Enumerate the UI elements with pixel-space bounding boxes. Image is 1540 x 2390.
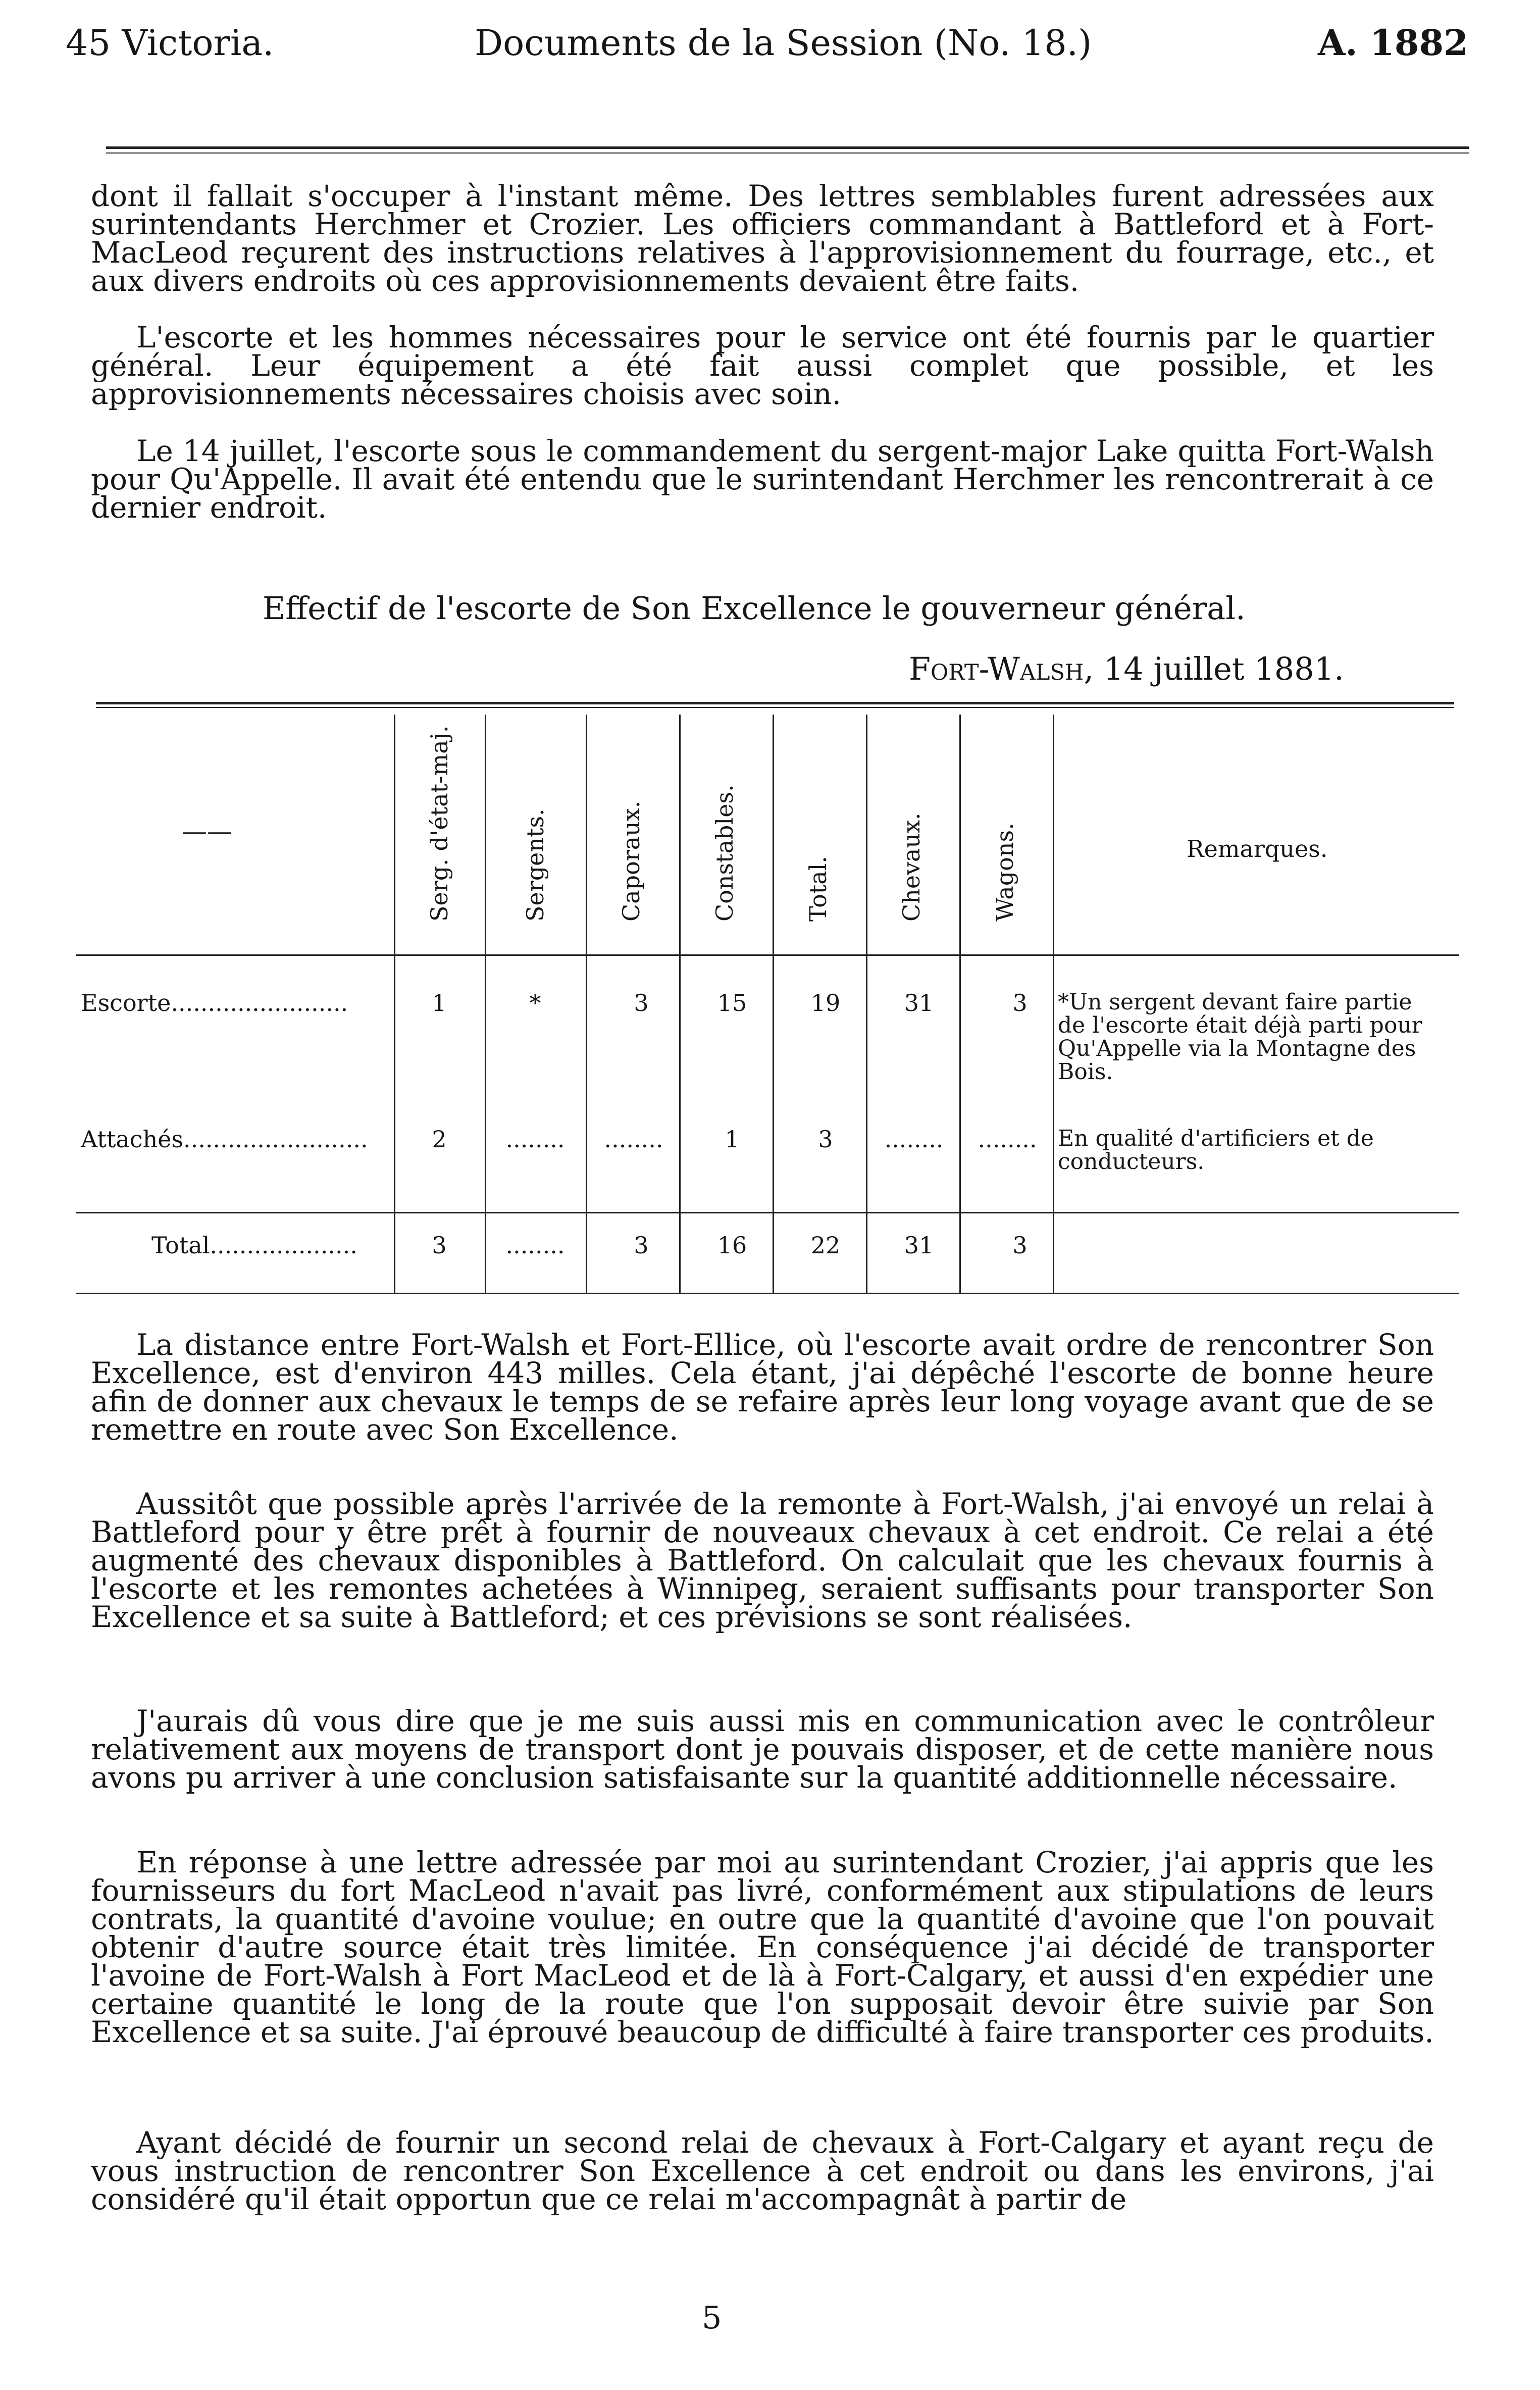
table-cell: ........ xyxy=(505,1126,565,1153)
paragraph-1: dont il fallait s'occuper à l'instant même. Des lettres semblables furent adressées aux surintendants Herchmer et Crozier. Les officiers commandant à Battleford et à Fort-MacLeod reçurent des instructions relatives à l'approvisionnement du fourrage, etc., et aux divers endroits où ces approvisionnements devaient être faits. xyxy=(91,179,1434,298)
table-bottom-rule xyxy=(76,1293,1459,1294)
column-header-chevaux xyxy=(891,735,932,947)
table-cell: 3 xyxy=(1012,989,1028,1016)
table-first-header: —— xyxy=(182,817,232,846)
table-cell: 31 xyxy=(904,1232,934,1259)
table-cell: 3 xyxy=(1012,1232,1028,1259)
paragraph-2: L'escorte et les hommes nécessaires pour le service ont été fournis par le quartier général. Leur équipement a été fait aussi complet que possible, et les approvisionnements nécessaires choisis avec soin. xyxy=(91,320,1434,411)
table-cell: 1 xyxy=(432,989,447,1016)
header-year: A. 1882 xyxy=(1318,22,1468,64)
table-caption: Effectif de l'escorte de Son Excellence le gouverneur général. xyxy=(263,590,1246,627)
table-cell: ........ xyxy=(505,1232,565,1259)
column-header-total xyxy=(798,735,838,947)
column-header-label: Serg. d'état-maj. xyxy=(426,725,453,922)
table-cell: 19 xyxy=(810,989,841,1016)
column-header-remarques: Remarques. xyxy=(1187,835,1328,862)
paragraph-8: Ayant décidé de fournir un second relai de chevaux à Fort-Calgary et ayant reçu de vous instruction de rencontrer Son Excellence à cet endroit ou dans les environs, j'ai considéré qu'il était opportun que ce relai m'accompagnât à partir de xyxy=(91,2125,1434,2216)
column-header-serg-etat-major xyxy=(419,725,459,947)
column-header-label: Sergents. xyxy=(522,808,549,922)
table-date: , 14 juillet 1881. xyxy=(1084,650,1344,687)
paragraph-4: La distance entre Fort-Walsh et Fort-Ellice, où l'escorte avait ordre de rencontrer Son Excellence, est d'environ 443 milles. Cela étant, j'ai dépêché l'escorte de bonne heure afin de donner aux chevaux le temps de se refaire après leur long voyage avant que de se remettre en route avec Son Excellence. xyxy=(91,1328,1434,1447)
table-top-rule xyxy=(96,702,1454,704)
table-top-rule-thin xyxy=(96,707,1454,708)
table-cell: 16 xyxy=(717,1232,747,1259)
column-header-constables xyxy=(704,735,745,947)
column-rule xyxy=(773,715,774,1293)
table-total-rule xyxy=(76,1212,1459,1213)
table-cell: 31 xyxy=(904,989,934,1016)
column-header-sergents xyxy=(515,735,555,947)
table-header-rule xyxy=(76,954,1459,956)
table-place-date xyxy=(909,651,1344,687)
row-label-escorte: Escorte........................ xyxy=(81,989,348,1016)
column-rule xyxy=(1053,715,1054,1293)
column-rule xyxy=(485,715,486,1293)
column-header-label: Chevaux. xyxy=(898,812,925,922)
column-header-wagons xyxy=(985,735,1025,947)
table-cell: ........ xyxy=(884,1126,944,1153)
table-cell: 2 xyxy=(432,1126,447,1153)
table-cell: 15 xyxy=(717,989,747,1016)
column-header-label: Constables. xyxy=(711,784,738,922)
table-cell: ........ xyxy=(978,1126,1037,1153)
table-cell: 3 xyxy=(432,1232,447,1259)
column-rule xyxy=(586,715,587,1293)
paragraph-5: Aussitôt que possible après l'arrivée de la remonte à Fort-Walsh, j'ai envoyé un relai à Battleford pour y être prêt à fournir de nouveaux chevaux à cet endroit. Ce relai a été augmenté des chevaux disponibles à Battleford. On calculait que les chevaux fournis à l'escorte et les remontes achetées à Winnipeg, seraient suffisants pour transporter Son Excellence et sa suite à Battleford; et ces prévisions se sont réalisées. xyxy=(91,1487,1434,1634)
paragraph-7: En réponse à une lettre adressée par moi au surintendant Crozier, j'ai appris que les fournisseurs du fort MacLeod n'avait pas livré, conformément aux stipulations de leurs contrats, la quantité d'avoine voulue; en outre que la quantité d'avoine que l'on pouvait obtenir d'autre source était très limitée. En conséquence j'ai décidé de transporter l'avoine de Fort-Walsh à Fort MacLeod et de là à Fort-Calgary, et aussi d'en expédier une certaine quantité le long de la route que l'on supposait devoir être suivie par Son Excellence et sa suite. J'ai éprouvé beaucoup de difficulté à faire transporter ces produits. xyxy=(91,1845,1434,2049)
column-rule xyxy=(679,715,681,1293)
table-remark: *Un sergent devant faire partie de l'escorte était déjà parti pour Qu'Appelle via la Montagne des Bois. xyxy=(1058,989,1422,1085)
table-cell: 22 xyxy=(810,1232,841,1259)
column-rule xyxy=(866,715,867,1293)
table-cell: 3 xyxy=(634,1232,649,1259)
column-header-label: Wagons. xyxy=(991,823,1018,922)
column-header-label: Total. xyxy=(804,855,832,922)
header-rule xyxy=(106,146,1469,149)
table-cell: 3 xyxy=(634,989,649,1016)
row-label-attaches: Attachés......................... xyxy=(81,1126,368,1153)
table-place: Fort-Walsh xyxy=(909,650,1084,687)
paragraph-6: J'aurais dû vous dire que je me suis aussi mis en communication avec le contrôleur relativement aux moyens de transport dont je pouvais disposer, et de cette manière nous avons pu arriver à une conclusion satisfaisante sur la quantité additionnelle nécessaire. xyxy=(91,1704,1434,1795)
column-header-label: Caporaux. xyxy=(618,800,645,922)
header-rule-thin xyxy=(106,152,1469,154)
paragraph-3: Le 14 juillet, l'escorte sous le commandement du sergent-major Lake quitta Fort-Walsh pour Qu'Appelle. Il avait été entendu que le surintendant Herchmer les rencontrerait à ce dernier endroit. xyxy=(91,434,1434,525)
table-cell: 3 xyxy=(818,1126,833,1153)
page-number: 5 xyxy=(702,2299,722,2336)
row-label-total: Total.................... xyxy=(151,1232,357,1259)
column-rule xyxy=(394,715,395,1293)
column-rule xyxy=(959,715,961,1293)
table-cell: 1 xyxy=(725,1126,740,1153)
table-cell: ........ xyxy=(604,1126,663,1153)
table-cell: * xyxy=(529,989,541,1016)
table-remark: En qualité d'artificiers et de conducteurs. xyxy=(1058,1126,1374,1175)
header-title: Documents de la Session (No. 18.) xyxy=(475,22,1092,64)
header-volume: 45 Victoria. xyxy=(66,22,274,64)
column-header-caporaux xyxy=(611,735,651,947)
